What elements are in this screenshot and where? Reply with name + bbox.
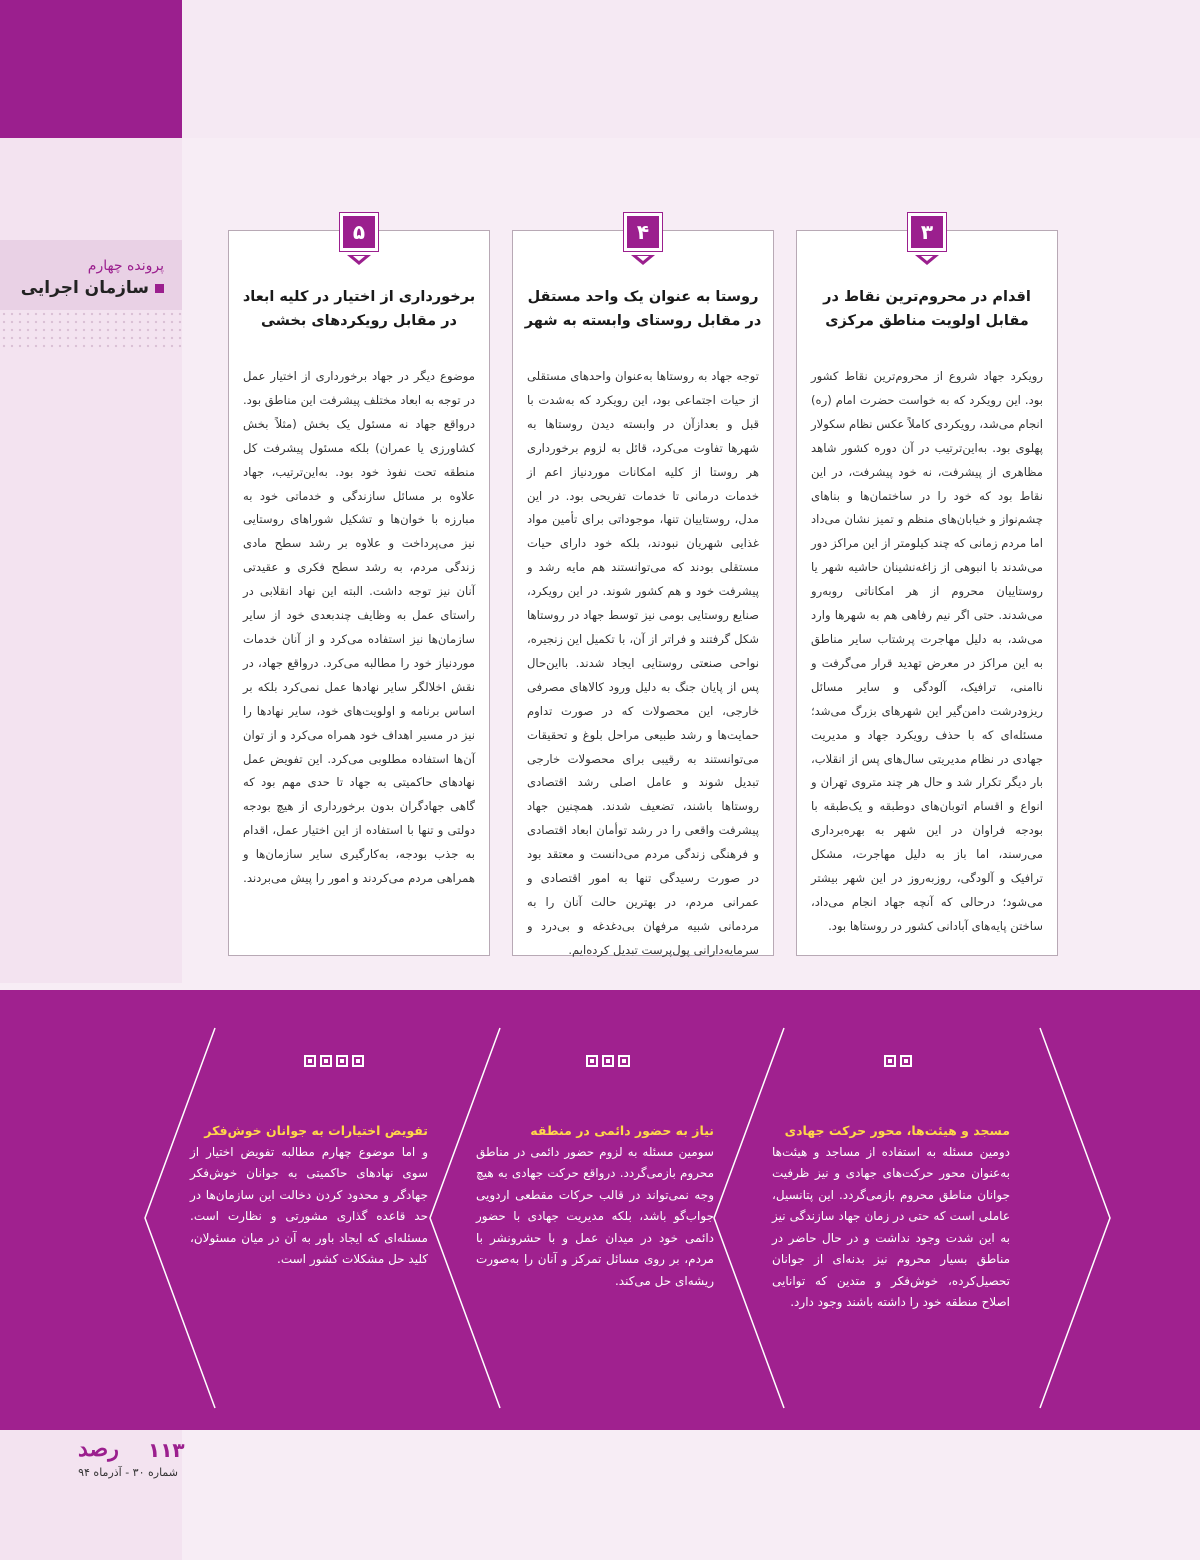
- card-3: [796, 220, 1058, 956]
- card-body: توجه جهاد به روستاها به‌عنوان واحدهای مستقلی از حیات اجتماعی بود، این رویکرد که به‌شدت با قبل و بعدازآن در وابسته دیدن روستاها به شهرها تفاوت می‌کرد، قائل به لزوم برخورداری هر روستا از کلیه امکانات موردنیاز اعم از خدمات درمانی تا خدمات تفریحی بود. در این مدل، روستاییان تنها، موجوداتی برای تأمین مواد غذایی شهریان نبودند، بلکه خود دارای حیات مستقلی بودند که می‌توانستند هم مایه رشد و پیشرفت خود و هم کشور شوند. در این رویکرد، صنایع روستایی بومی نیز توسط جهاد در روستاها شکل گرفتند و فراتر از آن، با تکمیل این زنجیره، نواحی صنعتی روستایی ایجاد شدند. بااین‌حال پس از پایان جنگ به دلیل ورود کالاهای مصرفی خارجی، این محصولات که در صورت تداوم حمایت‌ها و رشد طبیعی مراحل بلوغ و تحقیقات می‌توانستند به رقیبی برای محصولات خارجی تبدیل شوند و عامل اصلی رشد اقتصادی روستاها باشند، تضعیف شدند. همچنین جهاد پیشرفت واقعی را در رشد توأمان ابعاد اقتصادی و فرهنگی زندگی مردم می‌دانست و معتقد بود در صورت رسیدگی تنها به امور اقتصادی و عمرانی مردم، در بهترین حالت آنان را به مردمانی شبیه مرفهان بی‌دغدغه و بی‌درد و سرمایه‌دارانی پول‌پرست تبدیل کرده‌ایم.: [527, 369, 759, 957]
- top-left-block: [0, 0, 182, 138]
- card-4: [512, 220, 774, 957]
- band-heading: مسجد و هیئت‌ها، محور حرکت جهادی: [784, 1123, 1010, 1138]
- section-tag: [0, 258, 164, 298]
- band-section-4: [190, 1120, 428, 1271]
- card-number: ۳: [908, 213, 946, 251]
- band-text: و اما موضوع چهارم مطالبه تفویض اختیار از سوی نهادهای حاکمیتی به جوانان خوش‌فکر جهادگر و محدود کردن دخالت این سازمان‌ها در حد قاعده گذاری مشورتی و نظارت است. مسئله‌ای که ایجاد باور به آن در میان مسئولان، کلید حل مشکلات کشور است.: [190, 1144, 428, 1266]
- card-title: اقدام در محروم‌ترین نقاط در مقابل اولویت مناطق مرکزی: [823, 289, 1031, 329]
- divider-chevron-right-b: [1040, 1028, 1110, 1408]
- band-heading: نیاز به حضور دائمی در منطقه: [530, 1123, 714, 1138]
- dots-three: [584, 1052, 632, 1068]
- square-dot-icon: [320, 1055, 332, 1067]
- top-banner: [182, 0, 1200, 138]
- square-dot-icon: [352, 1055, 364, 1067]
- card-title: روستا به عنوان یک واحد مستقل در مقابل روستای وابسته به شهر: [524, 289, 762, 329]
- square-dot-icon: [336, 1055, 348, 1067]
- band-section-3: [476, 1120, 714, 1292]
- band-text: سومین مسئله به لزوم حضور دائمی در مناطق محروم بازمی‌گردد. درواقع حرکت جهادی به هیچ وجه نمی‌تواند در قالب حرکات مقطعی اردویی جواب‌گو باشد، بلکه مدیریت جهادی با حضور دائمی خود در میدان عمل و با حشرونشر با مردم، بر روی مسائل تمرکز و آنان را به‌صورت ریشه‌ای حل می‌کند.: [476, 1144, 714, 1288]
- dot-pattern: [0, 310, 182, 350]
- section-subtitle: پرونده چهارم: [87, 258, 164, 274]
- issue-info: شماره ۳۰ - آذرماه ۹۴: [78, 1466, 178, 1479]
- card-number: ۵: [340, 213, 378, 251]
- band-section-2: [772, 1120, 1010, 1314]
- section-title: سازمان اجرایی: [20, 278, 149, 298]
- square-dot-icon: [884, 1055, 896, 1067]
- square-dot-icon: [618, 1055, 630, 1067]
- card-number: ۴: [624, 213, 662, 251]
- band-heading: تفویض اختیارات به جوانان خوش‌فکر: [204, 1123, 428, 1138]
- chevron-down-icon: [631, 255, 655, 265]
- square-dot-icon: [602, 1055, 614, 1067]
- dots-four: [302, 1052, 366, 1068]
- dots-two: [882, 1052, 914, 1068]
- magazine-logo: رصد: [78, 1436, 119, 1462]
- chevron-down-icon: [915, 255, 939, 265]
- card-5: [228, 220, 490, 956]
- square-bullet-icon: [155, 284, 164, 293]
- band-text: دومین مسئله به استفاده از مساجد و هیئت‌ها به‌عنوان محور حرکت‌های جهادی و نیز ظرفیت جوانان مناطق محروم بازمی‌گردد. این پتانسیل، عاملی است که حتی در زمان جهاد سازندگی نیز به این شدت وجود نداشت و در حال حاضر در مناطق بسیار محروم نیز بدنه‌ای از جوانان تحصیل‌کرده، خوش‌فکر و متدین که توانایی اصلاح منطقه خود را داشته باشند وجود دارد.: [772, 1144, 1010, 1309]
- card-body: رویکرد جهاد شروع از محروم‌ترین نقاط کشور بود. این رویکرد که به خواست حضرت امام (ره) انجام می‌شد، رویکردی کاملاً عکس نظام سکولار پهلوی بود. به‌این‌ترتیب در آن دوره کشور شاهد مظاهری از پیشرفت، نه خود پیشرفت، در این نقاط بود که خود را در ساختمان‌ها و بناهای چشم‌نواز و خیابان‌های منظم و تمیز نشان می‌داد اما مردم زمانی که چند کیلومتر از این مراکز دور می‌شدند با انبوهی از زاغه‌نشینان حاشیه شهر یا روستاییان محروم از هر امکاناتی روبه‌رو می‌شدند. حتی اگر نیم رفاهی هم به شهرها وارد می‌شد، به دلیل مهاجرت پرشتاب سایر مناطق به این مراکز در معرض تهدید قرار می‌گرفت و ناامنی، ترافیک، آلودگی و سایر مسائل ریزودرشت دامن‌گیر این شهرهای بزرگ می‌شد؛ مسئله‌ای که با حذف رویکرد جهاد و مدیریت جهادی در نظام مدیریتی سال‌های پس از انقلاب، بار دیگر تکرار شد و حال هر چند متروی تهران و انواع و اقسام اتوبان‌های دوطبقه و یک‌طبقه با بودجه فراوان در این شهر به بهره‌برداری می‌رسند، اما باز به دلیل مهاجرت، مشکل ترافیک و آلودگی، روزبه‌روز در این شهر بیشتر می‌شود؛ درحالی که آنچه جهاد انجام می‌داد، ساختن پایه‌های آبادانی کشور در روستاها بود.: [811, 369, 1043, 933]
- square-dot-icon: [304, 1055, 316, 1067]
- square-dot-icon: [900, 1055, 912, 1067]
- page-number: ۱۱۳: [148, 1438, 185, 1462]
- square-dot-icon: [586, 1055, 598, 1067]
- card-title: برخورداری از اختیار در کلیه ابعاد در مقابل رویکردهای بخشی: [242, 289, 476, 329]
- card-body: موضوع دیگر در جهاد برخورداری از اختیار عمل در توجه به ابعاد مختلف پیشرفت این مناطق بود. درواقع جهاد نه مسئول یک بخش (مثلاً بخش کشاورزی یا عمران) بلکه مسئول پیشرفت کل منطقه تحت نفوذ خود بود. به‌این‌ترتیب، جهاد علاوه بر مسائل سازندگی و خدماتی خود به مبارزه با خوان‌ها و تشکیل شوراهای روستایی نیز می‌پرداخت و علاوه بر رشد سطح مادی زندگی مردم، به رشد سطح فکری و عقیدتی آنان نیز توجه داشت. البته این نهاد انقلابی در راستای عمل به وظایف چندبعدی خود از سایر سازمان‌ها نیز استفاده می‌کرد و از آنان خدمات موردنیاز خود را مطالبه می‌کرد. درواقع جهاد، در نقش اخلالگر سایر نهادها عمل نمی‌کرد بلکه بر اساس برنامه و اولویت‌های خود، سایر نهادها را نیز در مسیر اهداف خود همراه می‌کرد و از توان آن‌ها استفاده مطلوبی می‌کرد. این تفویض عمل نهادهای حاکمیتی به جهاد تا حدی مهم بود که گاهی جهادگران بدون برخورداری از هیچ بودجه دولتی و تنها با استفاده از این اختیار عمل، اقدام به جذب بودجه، به‌کارگیری سایر سازمان‌ها و همراهی مردم می‌کردند و امور را پیش می‌بردند.: [243, 369, 475, 886]
- chevron-down-icon: [347, 255, 371, 265]
